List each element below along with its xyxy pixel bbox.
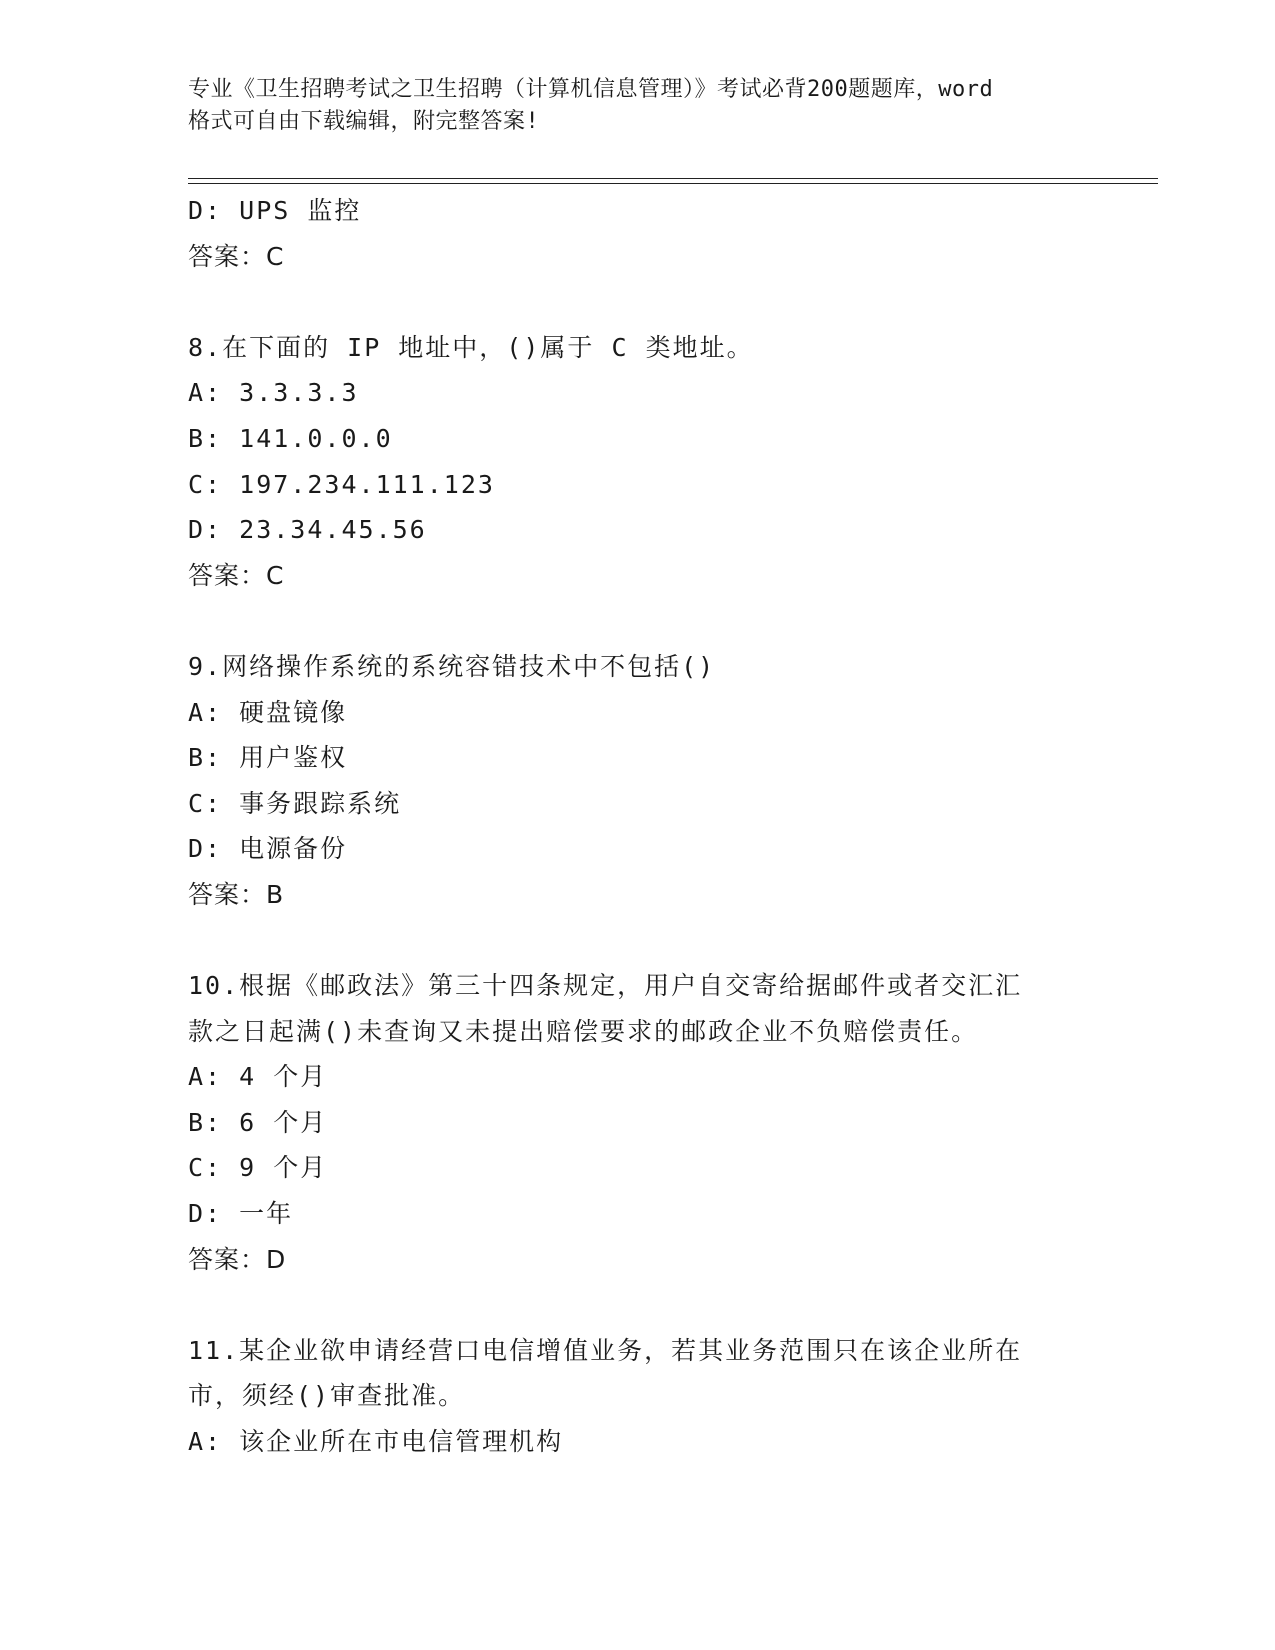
question-stem-line-2: 款之日起满()未查询又未提出赔偿要求的邮政企业不负赔偿责任。 [188, 1016, 979, 1046]
question-stem-line-1: 11.某企业欲申请经营口电信增值业务，若其业务范围只在该企业所在 [188, 1335, 1023, 1365]
option-b: B: 141.0.0.0 [188, 423, 393, 453]
header-line-1: 专业《卫生招聘考试之卫生招聘（计算机信息管理）》考试必背200题题库，word [188, 77, 994, 102]
spacer [188, 918, 1158, 964]
option-c: C: 197.234.111.123 [188, 469, 495, 499]
answer-line: 答案：B [188, 879, 285, 909]
option-d: D: 23.34.45.56 [188, 515, 427, 545]
question-11 [188, 1328, 1158, 1465]
spacer [188, 279, 1158, 325]
option-a: A: 硬盘镜像 [188, 697, 348, 727]
question-10 [188, 963, 1158, 1282]
spacer [188, 1282, 1158, 1328]
header-divider-bottom [188, 183, 1158, 184]
question-list [188, 188, 1158, 1465]
question-stem-line-1: 10.根据《邮政法》第三十四条规定，用户自交寄给据邮件或者交汇汇 [188, 971, 1023, 1001]
answer-line: 答案：C [188, 241, 285, 271]
option-a: A: 该企业所在市电信管理机构 [188, 1427, 564, 1457]
question-stem: 8.在下面的 IP 地址中，()属于 C 类地址。 [188, 332, 754, 362]
header-line-2: 格式可自由下载编辑，附完整答案! [188, 109, 540, 134]
option-d: D: 一年 [188, 1199, 294, 1229]
option-d: D: UPS 监控 [188, 196, 362, 225]
document-header [188, 74, 1128, 138]
option-a: A: 3.3.3.3 [188, 378, 359, 408]
question-9 [188, 644, 1158, 918]
question-stem-line-2: 市，须经()审查批准。 [188, 1381, 466, 1411]
option-d: D: 电源备份 [188, 834, 348, 864]
option-b: B: 6 个月 [188, 1107, 328, 1137]
option-c: C: 事务跟踪系统 [188, 788, 402, 818]
question-stem: 9.网络操作系统的系统容错技术中不包括() [188, 651, 716, 681]
option-a: A: 4 个月 [188, 1062, 328, 1092]
question-8 [188, 325, 1158, 599]
answer-line: 答案：D [188, 1244, 287, 1274]
option-b: B: 用户鉴权 [188, 743, 348, 773]
spacer [188, 598, 1158, 644]
answer-line: 答案：C [188, 560, 285, 590]
option-c: C: 9 个月 [188, 1153, 328, 1183]
header-divider-top [188, 178, 1158, 179]
